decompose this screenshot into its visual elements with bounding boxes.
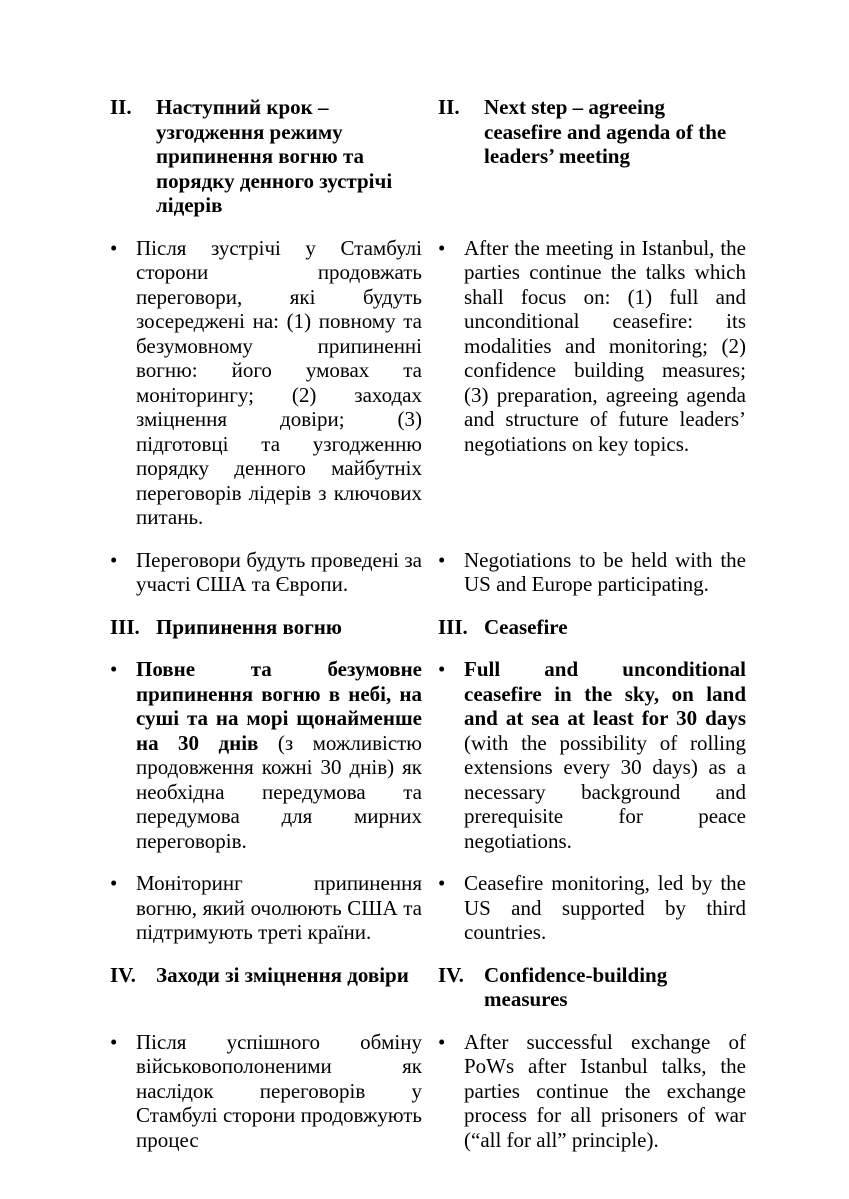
bullet-text-ua	[136, 236, 422, 530]
bullet-item-en	[438, 236, 746, 530]
bullet-text-en	[464, 657, 746, 853]
section-numeral-ua: IV.	[110, 962, 136, 987]
bullet-text-ua	[136, 1030, 422, 1153]
bullet-marker: •	[438, 235, 446, 260]
bullet-body-ua: Моніторинг припинення вогню, який очолюють США та підтримують треті країни.	[136, 871, 422, 944]
bullet-text-en	[464, 1030, 746, 1153]
bullet-marker: •	[110, 547, 118, 572]
bullet-item-ua	[110, 657, 422, 853]
bullet-body-ua: Після зустрічі у Стамбулі сторони продовжать переговори, які будуть зосереджені на: (1) повному та безумовному припиненні вогню: його умовах та моніторингу; (2) заходах зміцнення довіри; (3) підготовці та узгодженню порядку денного майбутніх переговорів лідерів з ключових питань.	[136, 235, 422, 529]
bullet-item-en	[438, 1030, 746, 1153]
section-heading-ua	[110, 95, 422, 218]
section-heading-text-en: Confidence-building measures	[484, 962, 668, 1011]
bullet-marker: •	[110, 235, 118, 260]
section-numeral-ua: III.	[110, 614, 140, 639]
bullet-body-en: Ceasefire monitoring, led by the US and supported by third countries.	[464, 871, 746, 944]
section-row-ii	[110, 95, 849, 218]
bullet-text-ua	[136, 871, 422, 945]
section-numeral-en: III.	[438, 614, 468, 639]
bullet-item-ua	[110, 548, 422, 597]
section-row-iii	[110, 615, 849, 640]
bullet-item-en	[438, 548, 746, 597]
section-heading-en	[438, 963, 746, 1012]
bullet-marker: •	[438, 871, 446, 895]
bullet-text-ua	[136, 657, 422, 853]
bullet-text-en	[464, 548, 746, 597]
bullet-body-en: Negotiations to be held with the US and Europe participating.	[464, 547, 746, 596]
section-heading-en	[438, 615, 746, 640]
section-heading-en	[438, 95, 746, 218]
bullet-body-ua: (з можливістю продовження кожні 30 днів) як необхідна передумова та передумова для мирних переговорів.	[136, 730, 422, 853]
section-heading-text-ua: Заходи зі зміцнення довіри	[156, 962, 409, 987]
bullet-marker: •	[110, 1029, 118, 1054]
bullet-bold-en: Full and unconditional ceasefire in the sky, on land and at sea at least for 30 days	[464, 657, 746, 730]
bullet-body-en: After the meeting in Istanbul, the parties continue the talks which shall focus on: (1) full and unconditional ceasefire: its modalities and monitoring; (2) confidence building measures; (3) preparation, agreeing agenda and structure of future leaders’ negotiations on key topics.	[464, 235, 746, 456]
bullet-body-ua: Переговори будуть проведені за участі США та Європи.	[136, 547, 422, 596]
bullet-item-ua	[110, 236, 422, 530]
bullet-marker: •	[438, 547, 446, 572]
section-heading-text-en: Next step – agreeing ceasefire and agenda of the leaders’ meeting	[484, 95, 727, 168]
section-numeral-en: IV.	[438, 962, 464, 987]
section-row-iv	[110, 963, 849, 1012]
section-heading-text-ua: Припинення вогню	[156, 614, 342, 639]
bullet-text-ua	[136, 548, 422, 597]
section-numeral-en: II.	[438, 95, 460, 119]
bullet-body-en: (with the possibility of rolling extensions every 30 days) as a necessary background and prerequisite for peace negotiations.	[464, 730, 746, 853]
bullet-text-en	[464, 236, 746, 530]
bullet-marker: •	[110, 871, 118, 895]
bullet-row	[110, 1030, 849, 1153]
bullet-item-ua	[110, 1030, 422, 1153]
bullet-marker: •	[438, 657, 446, 681]
bullet-body-en: After successful exchange of PoWs after Istanbul talks, the parties continue the exchange process for all prisoners of war (“all for all” principle).	[464, 1029, 746, 1152]
bullet-marker: •	[110, 657, 118, 681]
bullet-item-en	[438, 657, 746, 853]
bullet-row	[110, 548, 849, 597]
section-heading-text-en: Ceasefire	[484, 614, 568, 639]
bullet-body-ua: Після успішного обміну військовополоненими як наслідок переговорів у Стамбулі сторони продовжують процес	[136, 1029, 422, 1152]
bullet-text-en	[464, 871, 746, 945]
section-heading-ua	[110, 615, 422, 640]
bullet-item-en	[438, 871, 746, 945]
section-numeral-ua: II.	[110, 95, 132, 119]
section-heading-text-ua: Наступний крок – узгодження режиму припинення вогню та порядку денного зустрічі лідерів	[156, 95, 393, 217]
bullet-row	[110, 657, 849, 853]
bullet-row	[110, 236, 849, 530]
bullet-bold-ua: Повне та безумовне припинення вогню в небі, на суші та на морі щонайменше на 30 днів	[136, 657, 422, 755]
bullet-row	[110, 871, 849, 945]
section-heading-ua	[110, 963, 422, 1012]
bullet-marker: •	[438, 1029, 446, 1054]
bullet-item-ua	[110, 871, 422, 945]
